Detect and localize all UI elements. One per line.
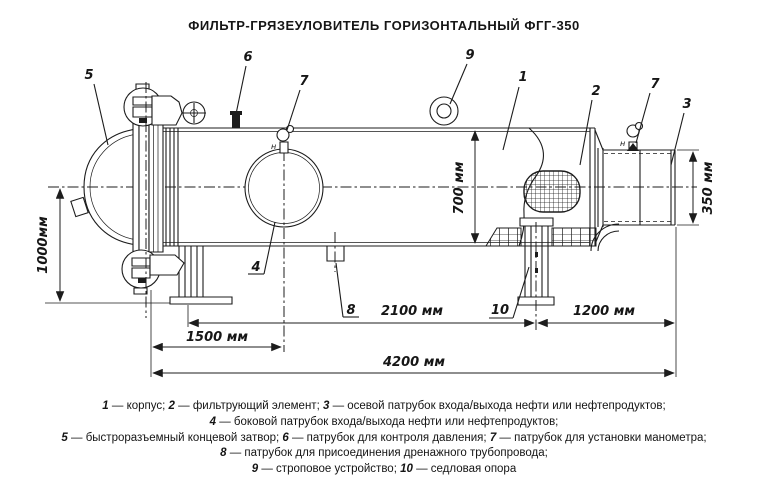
callout-6 <box>236 50 253 114</box>
legend-item-number: 10 <box>400 463 413 476</box>
legend-item-number: 2 <box>168 400 175 412</box>
callout-1 <box>503 70 528 150</box>
drain-nozzle <box>327 232 344 272</box>
callout-8 <box>336 263 359 318</box>
svg-text:3: 3 <box>682 97 692 112</box>
closure-clamp-bottom <box>122 250 184 294</box>
filter-element <box>524 171 580 212</box>
svg-text:9: 9 <box>465 48 475 63</box>
valve-mark-right: н <box>620 139 626 148</box>
callout-3 <box>671 97 692 165</box>
valve-mark-mid: н <box>271 142 277 151</box>
gauge-valve-mid <box>271 126 294 154</box>
legend-line: 4 — боковой патрубок входа/выхода нефти или нефтепродуктов; <box>209 415 559 428</box>
legend-item-number: 5 <box>61 431 68 444</box>
legend-item-number: 8 <box>220 447 227 460</box>
dim-label-350: 350 мм <box>701 161 716 215</box>
closure-clamp-top <box>124 84 206 126</box>
legend-item-number: 9 <box>251 463 259 476</box>
svg-text:7: 7 <box>650 77 660 92</box>
lifting-lug <box>430 97 460 128</box>
dimension-height-axis <box>36 189 60 301</box>
legend <box>0 399 768 478</box>
svg-text:2: 2 <box>591 84 601 99</box>
dim-label-2100: 2100 мм <box>381 304 443 319</box>
svg-text:1: 1 <box>518 70 528 85</box>
legend-item-number: 7 <box>489 431 497 444</box>
gauge-valve-right <box>620 123 643 152</box>
legend-line: 5 — быстроразъемный концевой затвор; 6 — патрубок для контроля давления; 7 — патрубок для установки манометра; <box>61 431 707 444</box>
svg-text:6: 6 <box>243 50 253 65</box>
support-bands <box>486 228 596 246</box>
svg-text:8: 8 <box>346 303 356 318</box>
svg-text:5: 5 <box>84 68 94 83</box>
legend-line: 9 — строповое устройство; 10 — седловая опора <box>251 463 517 476</box>
legend-line: 8 — патрубок для присоединения дренажного трубопровода; <box>220 447 548 460</box>
page-title: ФИЛЬТР-ГРЯЗЕУЛОВИТЕЛЬ ГОРИЗОНТАЛЬНЫЙ ФГГ-350 <box>188 18 580 33</box>
svg-text:10: 10 <box>490 303 510 318</box>
saddle-support-left <box>170 246 232 304</box>
dim-label-4200: 4200 мм <box>383 355 445 370</box>
dim-label-1200: 1200 мм <box>573 304 635 319</box>
callout-7-axial <box>636 77 660 143</box>
legend-item-number: 4 <box>209 415 217 428</box>
callout-7-side <box>287 74 309 130</box>
dim-label-700: 700 мм <box>452 161 467 215</box>
dimension-saddle-span <box>189 304 534 323</box>
side-nozzle <box>245 149 323 352</box>
callout-5 <box>84 68 108 145</box>
dim-label-1500: 1500 мм <box>186 330 248 345</box>
callout-4 <box>248 222 275 275</box>
dim-label-1000: 1000мм <box>36 216 51 274</box>
callout-9 <box>450 48 475 104</box>
dimension-side-nozzle-offset <box>153 330 281 347</box>
dimension-overall-length <box>153 355 674 373</box>
callout-10 <box>489 267 529 318</box>
legend-item-number: 3 <box>322 400 330 412</box>
legend-line: 1 — корпус; 2 — фильтрующий элемент; 3 — осевой патрубок входа/выхода нефти или нефтепродуктов; <box>102 400 666 412</box>
svg-text:7: 7 <box>299 74 309 89</box>
svg-text:4: 4 <box>251 260 261 275</box>
dimension-right-overhang <box>538 304 674 323</box>
legend-item-number: 6 <box>282 431 289 444</box>
legend-item-number: 1 <box>102 400 109 412</box>
